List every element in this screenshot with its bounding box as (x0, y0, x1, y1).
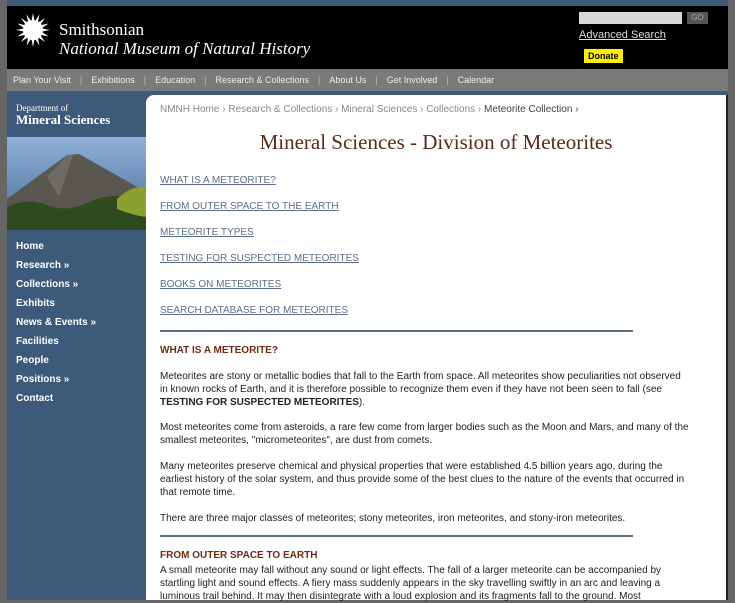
nav-calendar[interactable]: Calendar (457, 75, 495, 85)
page-title: Mineral Sciences - Division of Meteorites (259, 130, 613, 154)
top-navigation (7, 69, 728, 91)
section-heading-outer-space: FROM OUTER SPACE TO EARTH (160, 550, 318, 561)
sidebar-item-exhibits[interactable]: Exhibits (16, 298, 55, 309)
sidebar-item-positions[interactable]: Positions » (16, 374, 70, 385)
breadcrumb-mineral-sciences[interactable]: Mineral Sciences (341, 104, 418, 115)
nav-exhibitions[interactable]: Exhibitions (91, 75, 135, 85)
nav-separator: | (79, 75, 83, 85)
section-heading-what-is: WHAT IS A METEORITE? (160, 345, 278, 356)
toc-link-testing[interactable]: TESTING FOR SUSPECTED METEORITES (160, 253, 359, 264)
search-go-button[interactable]: GO (687, 12, 708, 24)
paragraph-text: Meteorites are stony or metallic bodies that fall to the Earth from space. All meteorites show peculiarities not observed in known rocks of Earth, and it is therefore possible to recognize them even if they have not been seen to fall (see (160, 371, 681, 395)
nav-education[interactable]: Education (155, 75, 196, 85)
paragraph: Many meteorites preserve chemical and physical properties that were established 4.5 billion years ago, during the earliest history of the solar system, and thus provide some of the best clues to the nature of the events that occurred in that remote time. (160, 461, 685, 498)
paragraph: There are three major classes of meteorites; stony meteorites, iron meteorites, and stony-iron meteorites. (160, 513, 626, 524)
page (7, 0, 728, 600)
breadcrumb-separator: › (475, 104, 485, 115)
nav-separator: | (143, 75, 147, 85)
toc-link-search-database[interactable]: SEARCH DATABASE FOR METEORITES (160, 305, 348, 316)
paragraph: A small meteorite may fall without any sound or light effects. The fall of a larger meteorite can be accompanied by startling light and sound effects. A fiery mass suddenly appears in the sky travelling swiftly in an arc and leaving a luminous trail behind. It may then disintegrate with a loud explosion and its fragments fall to the ground. Most (160, 565, 662, 602)
department-label: Department of (16, 103, 69, 113)
nav-about-us[interactable]: About Us (329, 75, 367, 85)
toc-link-meteorite-types[interactable]: METEORITE TYPES (160, 227, 254, 238)
breadcrumb-collections[interactable]: Collections (426, 104, 476, 115)
advanced-search-link[interactable]: Advanced Search (579, 29, 666, 41)
sidebar-item-contact[interactable]: Contact (16, 393, 54, 404)
paragraph-text: ). (358, 397, 366, 408)
search-input[interactable] (579, 12, 682, 24)
table-of-contents (160, 175, 359, 331)
masthead (7, 6, 728, 69)
donate-button[interactable]: Donate (584, 49, 623, 63)
department-name[interactable]: Mineral Sciences (16, 112, 111, 127)
section-divider (160, 330, 633, 332)
paragraph: Most meteorites come from asteroids, a rare few come from larger bodies such as the Moon and Mars, and many of the smallest meteorites, "micrometeorites", are dust from comets. (160, 422, 689, 446)
smithsonian-sun-logo-icon[interactable] (15, 12, 51, 48)
section-divider (160, 535, 633, 537)
sidebar-item-collections[interactable]: Collections » (16, 279, 79, 290)
nav-separator: | (204, 75, 207, 85)
nav-plan-your-visit[interactable]: Plan Your Visit (13, 75, 71, 85)
breadcrumb-separator: › (572, 104, 579, 115)
toc-link-what-is-a-meteorite[interactable]: WHAT IS A METEORITE? (160, 175, 276, 186)
brand-nmnh[interactable]: National Museum of Natural History (59, 39, 311, 58)
sidebar-item-news-events[interactable]: News & Events » (16, 317, 97, 328)
toc-link-books[interactable]: BOOKS ON METEORITES (160, 279, 282, 290)
breadcrumb-separator: › (332, 104, 342, 115)
content-right-edge (726, 95, 728, 600)
testing-reference: TESTING FOR SUSPECTED METEORITES (160, 397, 359, 408)
brand-smithsonian[interactable]: Smithsonian (59, 20, 145, 39)
nav-get-involved[interactable]: Get Involved (386, 75, 438, 85)
main-content (146, 95, 726, 600)
nav-separator: | (375, 75, 378, 85)
breadcrumb-separator: › (219, 104, 229, 115)
side-navigation (16, 240, 96, 411)
nav-separator: | (318, 75, 321, 85)
sidebar-item-home[interactable]: Home (16, 241, 44, 252)
paragraph (160, 370, 690, 409)
breadcrumb-separator: › (417, 104, 427, 115)
toc-link-from-outer-space[interactable]: FROM OUTER SPACE TO THE EARTH (160, 201, 339, 212)
breadcrumb-research-collections[interactable]: Research & Collections (228, 104, 333, 115)
nav-separator: | (446, 75, 449, 85)
breadcrumb-nmnh-home[interactable]: NMNH Home (160, 104, 220, 115)
sidebar-item-research[interactable]: Research » (16, 260, 70, 271)
sidebar (7, 94, 146, 600)
volcano-banner-image (7, 137, 146, 230)
breadcrumb-meteorite-collection[interactable]: Meteorite Collection (484, 104, 573, 115)
sidebar-item-facilities[interactable]: Facilities (16, 336, 59, 347)
nav-research-collections[interactable]: Research & Collections (215, 75, 310, 85)
breadcrumb (160, 104, 579, 115)
sidebar-item-people[interactable]: People (16, 355, 49, 366)
